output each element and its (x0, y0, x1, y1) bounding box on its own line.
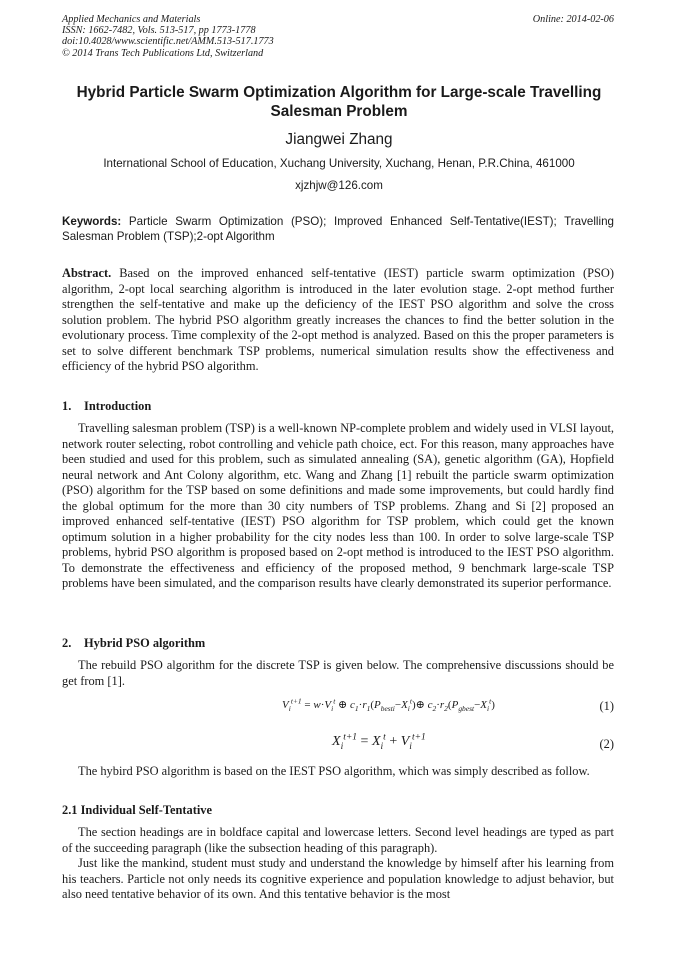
section-title: Introduction (84, 399, 152, 413)
section-title: Hybrid PSO algorithm (84, 636, 206, 650)
equation-1 (62, 696, 614, 720)
author-affiliation: International School of Education, Xuchang University, Xuchang, Henan, P.R.China, 461000 (103, 157, 575, 170)
issn-line: ISSN: 1662-7482, Vols. 513-517, pp 1773-1778 (62, 25, 256, 37)
online-date: Online: 2014-02-06 (532, 14, 614, 25)
equation-1-number: (1) (599, 699, 614, 713)
section-heading-introduction (62, 399, 151, 414)
equation-1-expression: $V_i^{t+1} = w\cdot V_i^t$ ⊕ $c_1\cdot r_1(P_{besti}-X_i^t)\oplus$ $c_2\cdot r_2(P_{gbest}-X_i^t)$ (282, 696, 495, 714)
section-number: 1. (62, 399, 72, 413)
keywords-text: Particle Swarm Optimization (PSO); Improved Enhanced Self-Tentative(IEST); Travelling Salesman Problem (TSP);2-opt Algorithm (62, 215, 614, 243)
introduction-paragraph: Travelling salesman problem (TSP) is a well-known NP-complete problem and widely used in VLSI layout, network router selecting, robot controlling and vehicle path choice, ect. For this reason, many approaches have been studied and used for this problem, such as simulated annealing (SA), genetic algorithm (GA), Hopfield neural network and Ant Colony algorithm, etc. Wang and Zhang [1] rebuilt the particle swarm optimization (PSO) algorithm for the TSP based on some definitions and made some improvements, but could hardly find the global optimum for the more than 30 city numbers of TSP problems. Zhang and Si [2] proposed an improved enhanced self-tentative (IEST) PSO algorithm for TSP problem, which could get the known optimum solution in a higher probability for the city nodes less than 100. In order to solve large-scale TSP problems, hybrid PSO algorithm is proposed based on 2-opt method is introduced to the IEST PSO algorithm. To demonstrate the effectiveness and efficiency of the proposed method, 9 benchmark large-scale TSP problems have been simulated, and the comparison results have clearly demonstrated its superior performance. (62, 421, 614, 590)
abstract-text: Based on the improved enhanced self-tentative (IEST) particle swarm optimization (PSO) algorithm, 2-opt local searching algorithm is introduced in the later evolution stage. 2-opt method further strengthen the self-tentative and make up the deficiency of the IEST PSO algorithm and solve the cross solution problem. The hybrid PSO algorithm greatly increases the chances to find the better solution in the evolutionary process. Time complexity of the 2-opt method is analyzed. Based on this the proper parameters is set to solve different benchmark TSP problems, numerical simulation results show the effectiveness and efficiency of the hybrid PSO algorithm. (62, 266, 614, 373)
journal-name: Applied Mechanics and Materials (62, 14, 201, 25)
keywords (62, 214, 614, 244)
hybrid-pso-follow-paragraph: The hybird PSO algorithm is based on the IEST PSO algorithm, which was simply described as follow. (78, 764, 590, 778)
subsection-heading-self-tentative: 2.1 Individual Self-Tentative (62, 803, 212, 817)
keywords-label: Keywords: (62, 215, 122, 228)
self-tentative-paragraph-1: The section headings are in boldface capital and lowercase letters. Second level headings are typed as part of the succeeding paragraph (like the subsection heading of this paragraph). (62, 825, 614, 855)
equation-2-number: (2) (599, 737, 614, 751)
abstract (62, 266, 614, 375)
doi-line: doi:10.4028/www.scientific.net/AMM.513-517.1773 (62, 36, 274, 48)
section-number: 2. (62, 636, 72, 650)
copyright-line: © 2014 Trans Tech Publications Ltd, Switzerland (62, 47, 264, 59)
journal-header (62, 14, 502, 59)
equation-2-expression: $X_i^{t+1} = X_i^t + V_i^{t+1}$ (332, 732, 426, 752)
hybrid-pso-intro-paragraph: The rebuild PSO algorithm for the discrete TSP is given below. The comprehensive discussions should be get from [1]. (62, 658, 614, 688)
author-email: xjzhjw@126.com (295, 179, 383, 192)
self-tentative-paragraph-2: Just like the mankind, student must study and understand the knowledge by himself after his learning from his teachers. Particle not only needs its cognitive experience and population knowledge to adjust behavior, but also need tentative behavior of its own. And this tentative behavior is the most (62, 856, 614, 901)
paper-title: Hybrid Particle Swarm Optimization Algorithm for Large-scale Travelling Salesman Problem (76, 84, 602, 120)
section-heading-hybrid-pso (62, 636, 205, 651)
equation-2 (62, 734, 614, 758)
abstract-label: Abstract. (62, 266, 112, 280)
author-name: Jiangwei Zhang (285, 131, 393, 148)
